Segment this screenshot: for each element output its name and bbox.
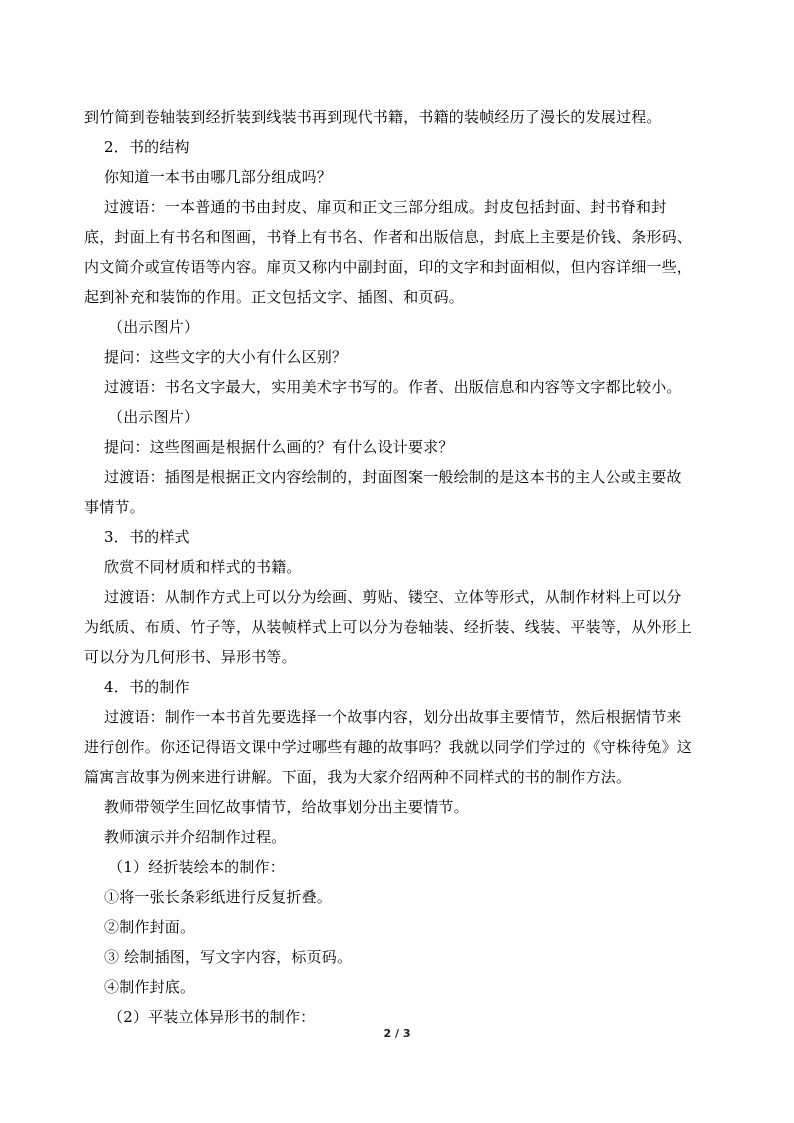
- text-line: 欣赏不同材质和样式的书籍。: [104, 558, 302, 576]
- text-line: 过渡语：从制作方式上可以分为绘画、剪贴、镂空、立体等形式，从制作材料上可以分: [104, 588, 682, 606]
- text-line: 内文简介或宣传语等内容。扉页又称内中副封面，印的文字和封面相似，但内容详细一些，: [84, 258, 693, 276]
- list-item: ①将一张长条彩纸进行反复折叠。: [104, 888, 333, 906]
- text-line: 过渡语：插图是根据正文内容绘制的，封面图案一般绘制的是这本书的主人公或主要故: [104, 468, 682, 486]
- text-line: 提问：这些图画是根据什么画的？有什么设计要求？: [104, 438, 454, 456]
- text-line: （出示图片）: [108, 408, 200, 426]
- list-item: ④制作封底。: [104, 978, 196, 996]
- page-number: 2 / 3: [383, 1027, 411, 1040]
- text-line: 教师演示并介绍制作过程。: [104, 828, 287, 846]
- text-line: 过渡语：一本普通的书由封皮、扉页和正文三部分组成。封皮包括封面、封书脊和封: [104, 198, 667, 216]
- text-line: 可以分为几何形书、异形书等。: [84, 648, 297, 666]
- text-line: 进行创作。你还记得语文课中学过哪些有趣的故事吗？我就以同学们学过的《守株待兔》这: [84, 738, 693, 756]
- text-line: 过渡语：书名文字最大，实用美术字书写的。作者、出版信息和内容等文字都比较小。: [104, 378, 682, 396]
- text-line: 事情节。: [84, 498, 145, 516]
- section-heading-structure: 2．书的结构: [104, 138, 190, 156]
- section-heading-making: 4．书的制作: [104, 678, 190, 696]
- sub-heading-popup-book: （2）平装立体异形书的制作：: [108, 1008, 316, 1026]
- sub-heading-folded-book: （1）经折装绘本的制作：: [108, 858, 285, 876]
- text-line: 过渡语：制作一本书首先要选择一个故事内容，划分出故事主要情节，然后根据情节来: [104, 708, 682, 726]
- text-line: 篇寓言故事为例来进行讲解。下面，我为大家介绍两种不同样式的书的制作方法。: [84, 768, 632, 786]
- text-line: 为纸质、布质、竹子等，从装帧样式上可以分为卷轴装、经折装、线装、平装等，从外形上: [84, 618, 693, 636]
- text-line: 起到补充和装饰的作用。正文包括文字、插图、和页码。: [84, 288, 465, 306]
- document-body: [84, 102, 718, 1032]
- text-line: 底，封面上有书名和图画，书脊上有书名、作者和出版信息，封底上主要是价钱、条形码、: [84, 228, 693, 246]
- text-line: 你知道一本书由哪几部分组成吗？: [104, 168, 333, 186]
- text-line: 提问：这些文字的大小有什么区别？: [104, 348, 348, 366]
- text-line: 教师带领学生回忆故事情节，给故事划分出主要情节。: [104, 798, 469, 816]
- text-line: （出示图片）: [108, 318, 200, 336]
- text-line: 到竹简到卷轴装到经折装到线装书再到现代书籍，书籍的装帧经历了漫长的发展过程。: [84, 108, 662, 126]
- list-item: ③ 绘制插图，写文字内容，标页码。: [104, 948, 353, 966]
- list-item: ②制作封面。: [104, 918, 196, 936]
- section-heading-styles: 3．书的样式: [104, 528, 190, 546]
